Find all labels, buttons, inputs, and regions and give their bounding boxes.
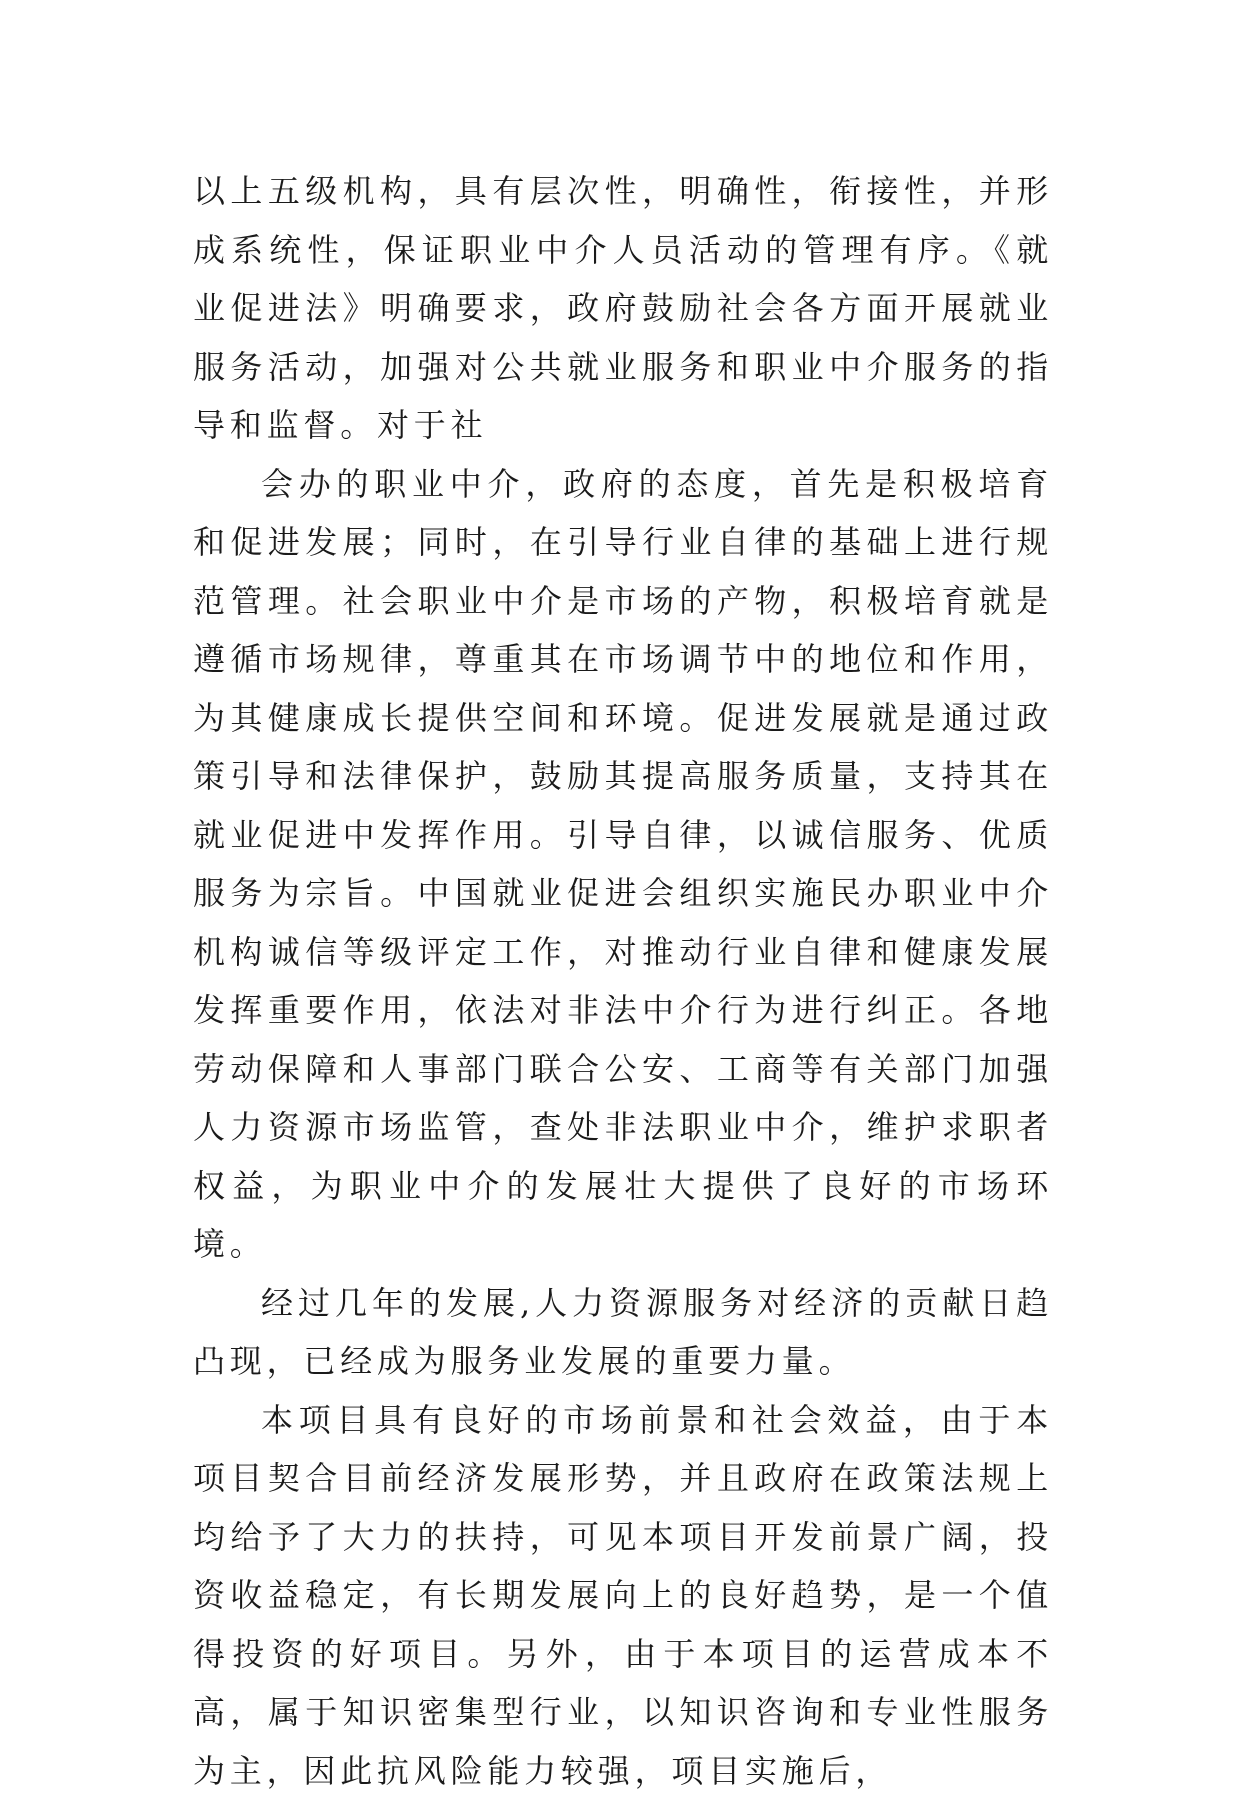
paragraph-3: 经过几年的发展,人力资源服务对经济的贡献日趋凸现，已经成为服务业发展的重要力量。	[193, 1274, 1053, 1391]
paragraph-4: 本项目具有良好的市场前景和社会效益，由于本项目契合目前经济发展形势，并且政府在政策法规上均给予了大力的扶持，可见本项目开发前景广阔，投资收益稳定，有长期发展向上的良好趋势，是一个值得投资的好项目。另外，由于本项目的运营成本不高，属于知识密集型行业，以知识咨询和专业性服务为主，因此抗风险能力较强，项目实施后，	[193, 1391, 1053, 1800]
paragraph-1: 以上五级机构，具有层次性，明确性，衔接性，并形成系统性，保证职业中介人员活动的管理有序。《就业促进法》明确要求，政府鼓励社会各方面开展就业服务活动，加强对公共就业服务和职业中介服务的指导和监督。对于社	[193, 162, 1053, 455]
paragraph-2: 会办的职业中介，政府的态度，首先是积极培育和促进发展；同时，在引导行业自律的基础上进行规范管理。社会职业中介是市场的产物，积极培育就是遵循市场规律，尊重其在市场调节中的地位和作用，为其健康成长提供空间和环境。促进发展就是通过政策引导和法律保护，鼓励其提高服务质量，支持其在就业促进中发挥作用。引导自律，以诚信服务、优质服务为宗旨。中国就业促进会组织实施民办职业中介机构诚信等级评定工作，对推动行业自律和健康发展发挥重要作用，依法对非法中介行为进行纠正。各地劳动保障和人事部门联合公安、工商等有关部门加强人力资源市场监管，查处非法职业中介，维护求职者权益，为职业中介的发展壮大提供了良好的市场环境。	[193, 455, 1053, 1274]
document-body	[193, 162, 1053, 1800]
